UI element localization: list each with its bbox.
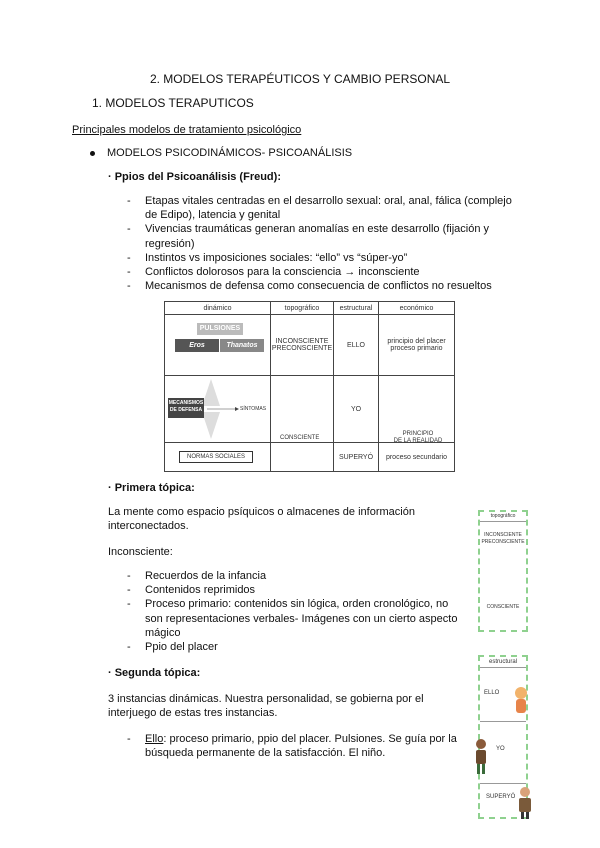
defensa-text: DE DEFENSA: [169, 407, 203, 413]
list-item: - Instintos vs imposiciones sociales: “ello” vs “súper-yo”: [127, 251, 527, 265]
table-header: dinámico: [165, 302, 271, 315]
side-yo: YO: [496, 746, 505, 752]
table-cell: [271, 376, 334, 443]
page-title: 2. MODELOS TERAPÉUTICOS Y CAMBIO PERSONAL: [149, 72, 451, 86]
list-item: - Vivencias traumáticas generan anomalías en este desarrollo (fijación y regresión): [127, 222, 527, 250]
preconsciente-text: PRECONSCIENTE: [271, 345, 333, 352]
table-cell: [379, 376, 455, 443]
table-header: topográfico: [271, 302, 334, 315]
table-header: económico: [379, 302, 455, 315]
side-inconsciente: INCONSCIENTE: [484, 532, 522, 538]
side-ello: ELLO: [484, 690, 500, 696]
primera-list: [127, 569, 467, 654]
list-item: - Mecanismos de defensa como consecuencia de conflictos no resueltos: [127, 279, 527, 293]
side-title: topográfico: [480, 512, 526, 522]
list-item: - Conflictos dolorosos para la consciencia → inconsciente: [127, 265, 527, 279]
segunda-paragraph: 3 instancias dinámicas. Nuestra personalidad, se gobierna por el interjuego de estas tres instancias.: [108, 693, 424, 720]
list-item: - Ppio del placer: [127, 640, 467, 654]
ppios-heading: · Ppios del Psicoanálisis (Freud):: [108, 171, 281, 183]
child-figure-icon: [512, 686, 530, 716]
principio-realidad-1: PRINCIPIO: [402, 431, 434, 437]
table-cell: [379, 315, 455, 376]
side-superyo: SUPERYÓ: [486, 794, 516, 800]
ello-description: : proceso primario, ppio del placer. Pulsiones. Se guía por la búsqueda permanente de la satisfacción. El niño.: [145, 733, 457, 760]
segunda-heading: · Segunda tópica:: [108, 667, 201, 679]
thanatos-label: Thanatos: [220, 339, 264, 352]
main-bullet-text: MODELOS PSICODINÁMICOS- PSICOANÁLISIS: [107, 147, 353, 159]
side-consciente: CONSCIENTE: [486, 604, 520, 610]
list-item: [127, 732, 457, 760]
arrow-down-icon: [202, 412, 220, 439]
primera-heading: · Primera tópica:: [108, 482, 195, 494]
list-item: - Proceso primario: contenidos sin lógica, orden cronológico, no son representaciones verbales- Imágenes con un cierto aspecto mágico: [127, 597, 467, 640]
inconsciente-label: Inconsciente:: [108, 546, 173, 558]
sintomas-text: SÍNTOMAS: [240, 406, 267, 412]
normas-box: NORMAS SOCIALES: [179, 451, 253, 463]
table-cell: [165, 443, 271, 472]
consciente-text: CONSCIENTE: [280, 435, 320, 441]
primera-paragraph: La mente como espacio psíquicos o almacenes de información interconectados.: [108, 506, 415, 533]
list-item: - Etapas vitales centradas en el desarrollo sexual: oral, anal, fálica (complejo de Edipo), latencia y genital: [127, 194, 527, 222]
list-item: - Contenidos reprimidos: [127, 583, 467, 597]
section-heading: 1. MODELOS TERAPUTICOS: [92, 96, 254, 110]
pulsiones-label: PULSIONES: [197, 323, 243, 335]
table-cell: [271, 315, 334, 376]
man-figure-icon: [472, 738, 490, 776]
ello-text: ELLO: [334, 315, 379, 376]
eros-label: Eros: [175, 339, 219, 352]
topografico-sidebar: [478, 510, 528, 632]
mecanismos-box: [168, 398, 204, 418]
side-title: estructural: [480, 657, 526, 668]
main-bullet: [90, 147, 352, 159]
freud-table: [164, 301, 455, 472]
table-cell: [165, 315, 271, 376]
bullet-dot-icon: [90, 151, 95, 156]
table-header: estructural: [334, 302, 379, 315]
principio-realidad-2: DE LA REALIDAD: [393, 438, 443, 444]
arrow-up-icon: [202, 379, 220, 406]
ello-label: Ello: [145, 733, 164, 745]
table-cell: [271, 443, 334, 472]
segunda-list: [127, 732, 457, 760]
inconsciente-text: INCONSCIENTE: [275, 338, 329, 345]
principio-placer-text: principio del placer: [387, 338, 446, 345]
table-cell: [165, 376, 271, 443]
side-preconsciente: PRECONSCIENTE: [481, 539, 525, 545]
subtitle-link: Principales modelos de tratamiento psicológico: [72, 124, 302, 136]
proceso-secundario-text: proceso secundario: [379, 443, 455, 472]
yo-text: YO: [334, 376, 379, 443]
ppios-list: [127, 194, 527, 293]
list-item: - Recuerdos de la infancia: [127, 569, 467, 583]
arrow-right-icon: [235, 407, 239, 411]
mecanismos-text: MECANISMOS: [168, 400, 204, 406]
superyo-text: SUPERYÓ: [334, 443, 379, 472]
proceso-primario-text: proceso primario: [390, 345, 443, 352]
elder-figure-icon: [516, 786, 534, 820]
